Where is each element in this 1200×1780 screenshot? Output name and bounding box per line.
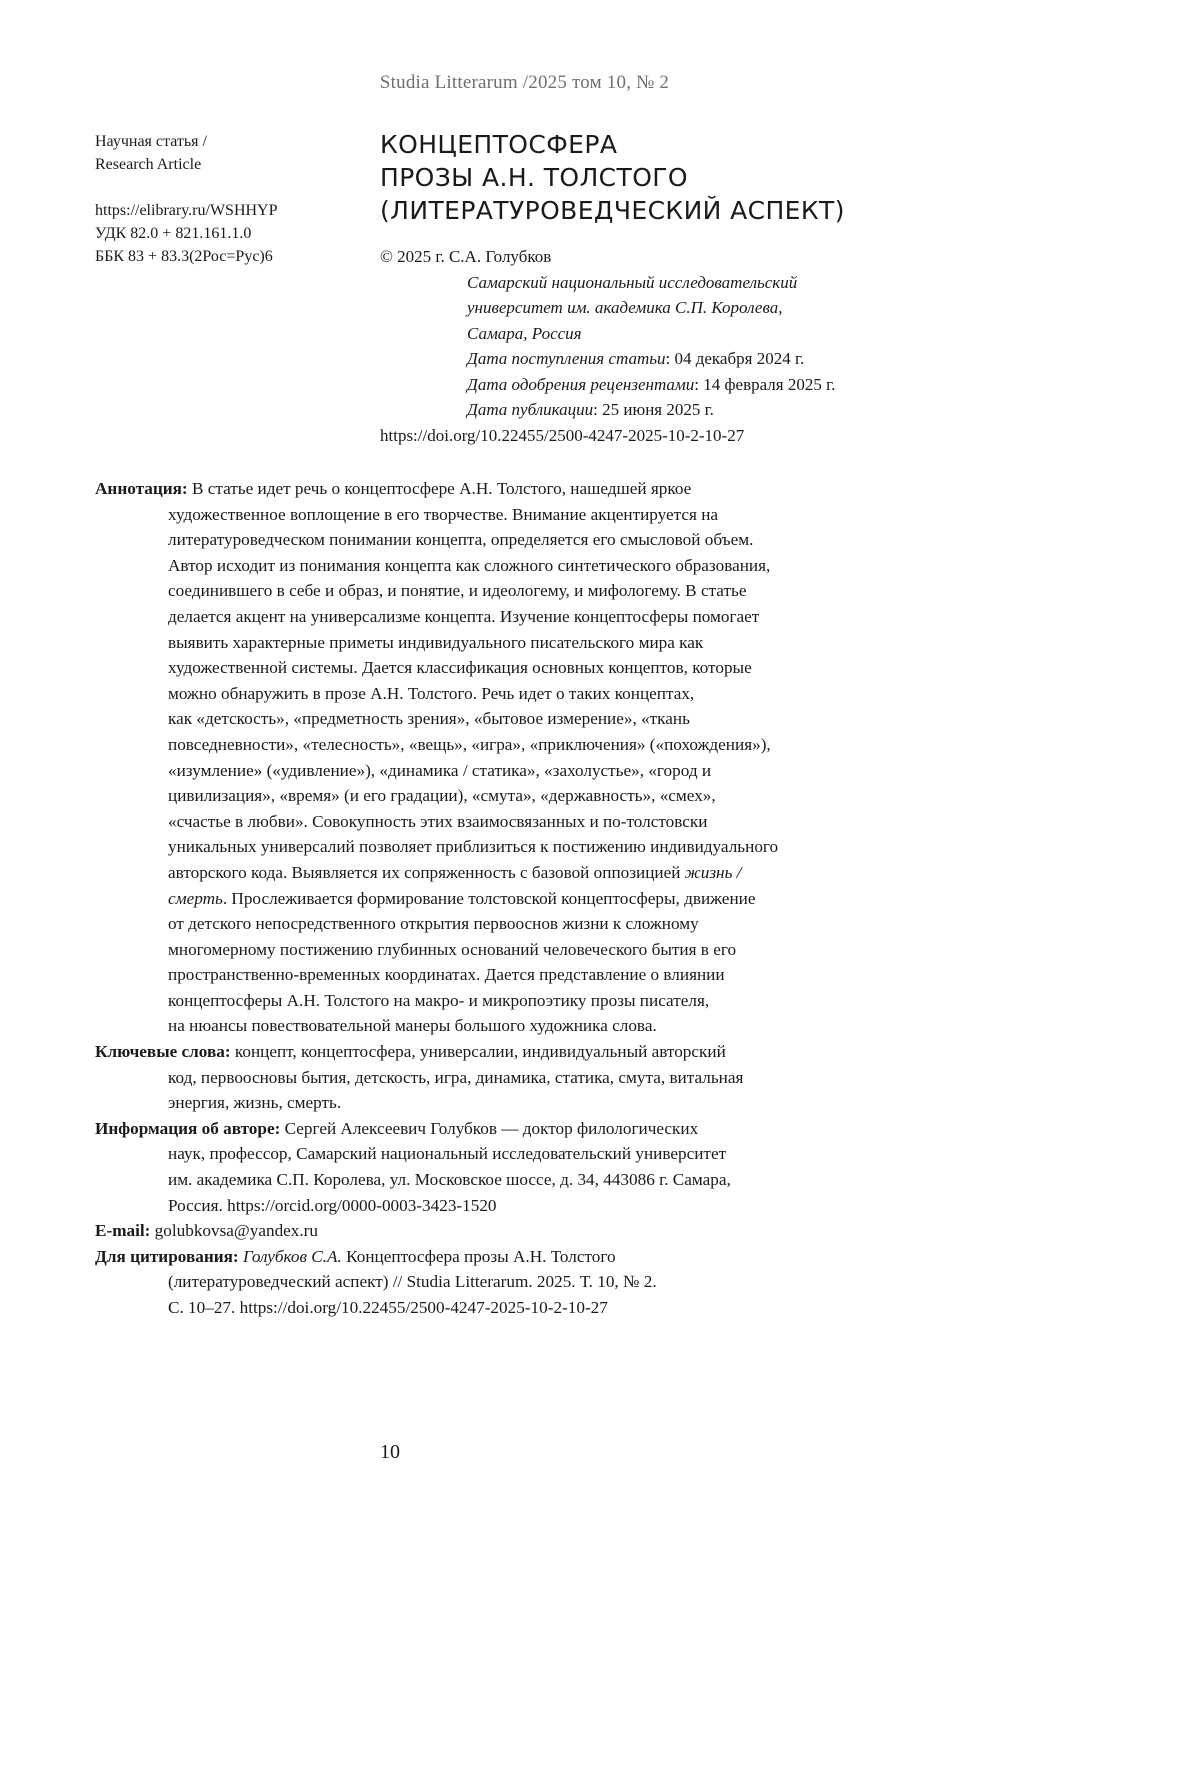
keywords-paragraph (95, 1039, 931, 1116)
article-type-ru: Научная статья / (95, 133, 207, 150)
email-label: E-mail: (95, 1221, 151, 1241)
abstract-line: цивилизация», «время» (и его градации), «смута», «державность», «смех», (168, 786, 716, 806)
abstract-line: художественное воплощение в его творчестве. Внимание акцентируется на (168, 504, 719, 524)
affiliation-line-2: университет им. академика С.П. Королева, (467, 298, 783, 317)
affiliation-line-3: Самара, Россия (467, 323, 582, 343)
opposition-term: жизнь / (684, 862, 742, 882)
keywords-label: Ключевые слова: (95, 1042, 231, 1062)
citation-label: Для цитирования: (95, 1246, 239, 1266)
abstract-line: Аннотация: В статье идет речь о концептосфере А.Н. Толстого, нашедшей яркое (95, 479, 692, 498)
citation-line: (литературоведческий аспект) // Studia Litterarum. 2025. Т. 10, № 2. (168, 1272, 657, 1292)
copyright-author: © 2025 г. С.А. Голубков (380, 247, 552, 266)
title-line-3: (ЛИТЕРАТУРОВЕДЧЕСКИЙ АСПЕКТ) (380, 196, 845, 225)
bbk-code: ББК 83 + 83.3(2Рос=Рус)6 (95, 248, 273, 265)
abstract-label: Аннотация: (95, 479, 188, 498)
author-block (380, 244, 1000, 448)
abstract-line: от детского непосредственного открытия первооснов жизни к сложному (168, 914, 699, 934)
author-info-line: Информация об авторе: Сергей Алексеевич Голубков — доктор филологических (95, 1118, 699, 1138)
udk-code: УДК 82.0 + 821.161.1.0 (95, 225, 252, 242)
email-line (95, 1218, 931, 1244)
approved-value: : 14 февраля 2025 г. (694, 374, 836, 394)
keywords-line: код, первоосновы бытия, детскость, игра, динамика, статика, смута, витальная (168, 1067, 744, 1087)
abstract-line: художественной системы. Дается классификация основных концептов, которые (168, 658, 752, 678)
author-info-label: Информация об авторе: (95, 1118, 281, 1138)
meta-spacer (95, 176, 345, 199)
page-number: 10 (380, 1441, 400, 1463)
abstract-paragraph (95, 476, 931, 1039)
keywords-line: Ключевые слова: концепт, концептосфера, универсалии, индивидуальный авторский (95, 1042, 726, 1062)
abstract-section (95, 476, 931, 1321)
abstract-line: повседневности», «телесность», «вещь», «игра», «приключения» («похождения»), (168, 734, 771, 754)
author-info-line: наук, профессор, Самарский национальный исследовательский университет (168, 1144, 727, 1164)
opposition-term: смерть (168, 888, 223, 908)
published-label: Дата публикации (467, 400, 594, 419)
author-info-line: им. академика С.П. Королева, ул. Московское шоссе, д. 34, 443086 г. Самара, (168, 1170, 731, 1190)
article-meta (95, 130, 345, 268)
title-line-2: ПРОЗЫ А.Н. ТОЛСТОГО (380, 163, 689, 192)
citation-paragraph (95, 1244, 931, 1321)
abstract-line: соединившего в себе и образ, и понятие, и идеологему, и мифологему. В статье (168, 581, 747, 601)
received-label: Дата поступления статьи (467, 349, 666, 368)
email-paragraph (95, 1218, 931, 1244)
received-date (380, 346, 1000, 372)
citation-author: Голубков С.А. (238, 1246, 342, 1266)
abstract-line: как «детскость», «предметность зрения», «бытовое измерение», «ткань (168, 709, 690, 729)
approved-date (380, 372, 1000, 398)
abstract-line: можно обнаружить в прозе А.Н. Толстого. Речь идет о таких концептах, (168, 683, 695, 703)
title-line-1: КОНЦЕПТОСФЕРА (380, 130, 618, 159)
abstract-line: многомерному постижению глубинных оснований человеческого бытия в его (168, 939, 737, 959)
abstract-line: делается акцент на универсализме концепта. Изучение концептосферы помогает (168, 606, 760, 626)
abstract-line: выявить характерные приметы индивидуального писательского мира как (168, 632, 704, 652)
orcid-line[interactable]: Россия. https://orcid.org/0000-0003-3423-1520 (168, 1195, 497, 1215)
keywords-line: энергия, жизнь, смерть. (168, 1093, 342, 1113)
published-value: : 25 июня 2025 г. (593, 400, 714, 419)
abstract-line: на нюансы повествовательной манеры большого художника слова. (168, 1016, 657, 1036)
abstract-line: концептосферы А.Н. Толстого на макро- и микропоэтику прозы писателя, (168, 990, 710, 1010)
author-info-paragraph (95, 1116, 931, 1218)
affiliation-line-1: Самарский национальный исследовательский (467, 272, 798, 292)
abstract-line: литературоведческом понимании концепта, определяется его смысловой объем. (168, 530, 754, 550)
doi-link[interactable]: https://doi.org/10.22455/2500-4247-2025-10-2-10-27 (380, 425, 745, 445)
article-title (380, 128, 1000, 227)
abstract-line: «изумление» («удивление»), «динамика / статика», «захолустье», «город и (168, 760, 712, 780)
abstract-line: «счастье в любви». Совокупность этих взаимосвязанных и по-толстовски (168, 811, 708, 831)
elibrary-link[interactable]: https://elibrary.ru/WSHHYP (95, 202, 278, 219)
abstract-line: пространственно-временных координатах. Дается представление о влиянии (168, 965, 725, 985)
article-type-en: Research Article (95, 156, 202, 173)
citation-line: Для цитирования: Голубков С.А. Концептосфера прозы А.Н. Толстого (95, 1246, 616, 1266)
abstract-line: смерть. Прослеживается формирование толстовской концептосферы, движение (168, 888, 756, 908)
citation-doi-line[interactable]: С. 10–27. https://doi.org/10.22455/2500-4247-2025-10-2-10-27 (168, 1298, 608, 1317)
running-header: Studia Litterarum /2025 том 10, № 2 (379, 72, 670, 93)
approved-label: Дата одобрения рецензентами (467, 374, 695, 394)
published-date (380, 397, 1000, 423)
abstract-line: авторского кода. Выявляется их сопряженность с базовой оппозицией жизнь / (168, 862, 742, 882)
abstract-line: Автор исходит из понимания концепта как сложного синтетического образования, (168, 555, 771, 575)
email-link[interactable]: golubkovsa@yandex.ru (150, 1221, 318, 1241)
received-value: : 04 декабря 2024 г. (665, 349, 805, 368)
abstract-line: уникальных универсалий позволяет приблизиться к постижению индивидуального (168, 837, 779, 857)
